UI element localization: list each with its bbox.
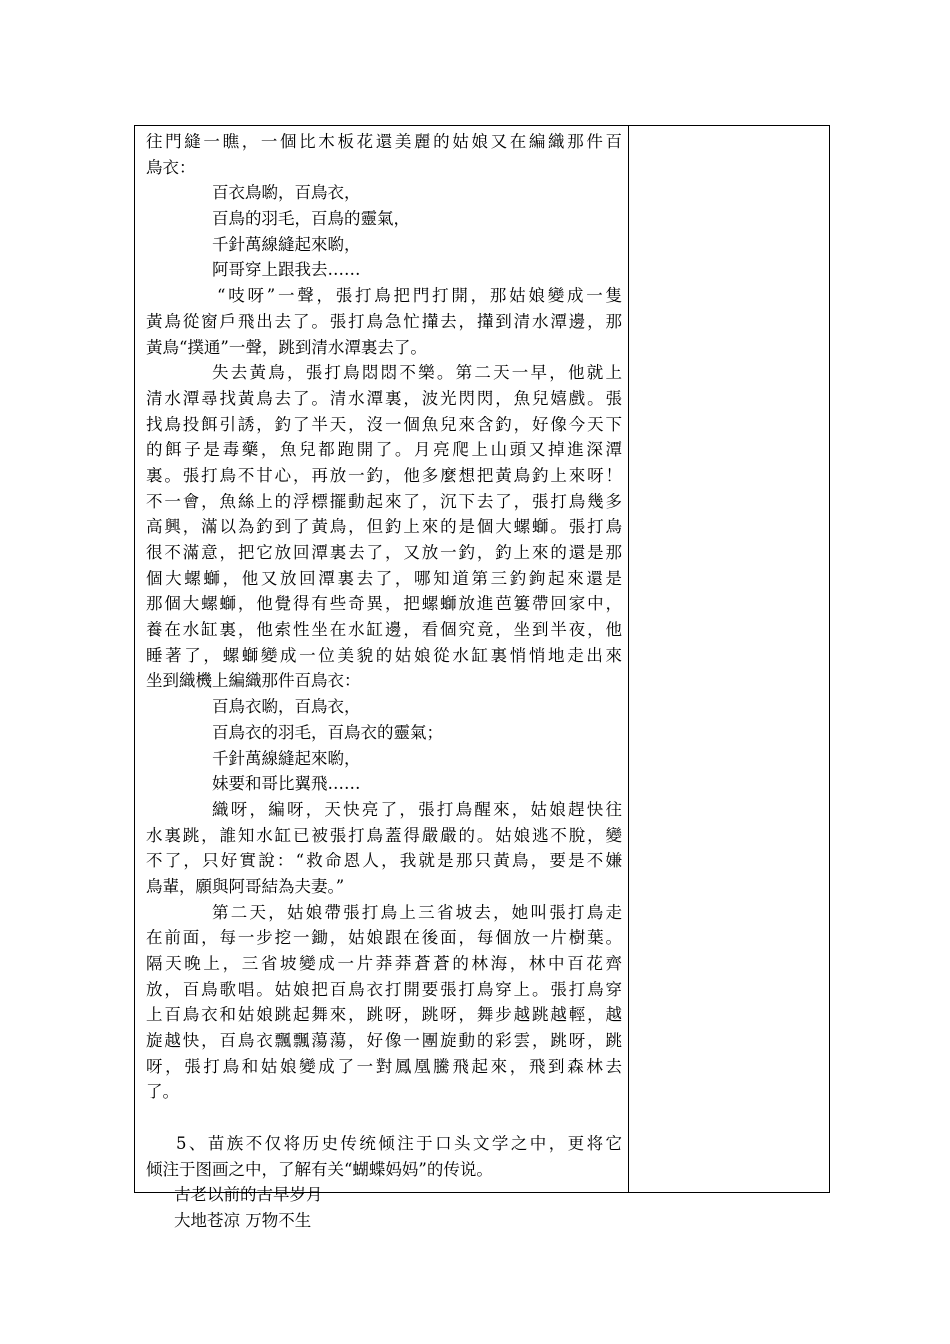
text-line: 了。 (146, 1082, 179, 1102)
verse-line: 阿哥穿上跟我去…… (212, 260, 361, 280)
blank-line (146, 1105, 622, 1131)
text-line: 水裏跳，誰知水缸已被張打鳥蓋得嚴嚴的。姑娘逃不脫，變 (146, 825, 622, 845)
text-line: 往門縫一瞧，一個比木板花還美麗的姑娘又在編織那件百 (146, 132, 622, 151)
content-cell (135, 126, 629, 1230)
text-line: 找鳥投餌引誘，釣了半天，沒一個魚兒來含釣，好像今天下 (146, 414, 622, 434)
verse-line: 千針萬線縫起來喲， (212, 748, 361, 768)
text-line: 黃鳥從窗戶飛出去了。張打鳥急忙攆去，攆到清水潭邊，那 (146, 311, 622, 331)
section-5-verse: 古老以前的古早岁月 (174, 1185, 323, 1205)
paragraph-start-line: 第二天，姑娘帶張打鳥上三省坡去，她叫張打鳥走 (212, 902, 622, 922)
paragraph-start-line: 失去黃鳥，張打鳥悶悶不樂。第二天一早，他就上 (212, 363, 622, 383)
text-line: 不一會，魚絲上的浮標擺動起來了，沉下去了，張打鳥幾多 (146, 491, 622, 511)
text-line: 鳥衣： (146, 157, 196, 177)
text-line: 上百鳥衣和姑娘跳起舞來，跳呀，跳呀，舞步越跳越輕，越 (146, 1005, 622, 1025)
text-line: 那個大螺螄，他覺得有些奇異，把螺螄放進芭簍帶回家中， (146, 594, 622, 614)
text-line: 養在水缸裏，他索性坐在水缸邊，看個究竟，坐到半夜，他 (146, 620, 622, 640)
text-line: 在前面，每一步挖一鋤，姑娘跟在後面，每個放一片樹葉。 (146, 928, 622, 948)
text-line: 個大螺螄，他又放回潭裏去了，哪知道第三釣鉤起來還是 (146, 568, 622, 588)
verse-line: 百鳥衣的羽毛，百鳥衣的靈氣； (212, 722, 443, 742)
text-line: 鳥輩，願與阿哥結為夫妻。” (146, 876, 345, 896)
text-line: 隔天晚上，三省坡變成一片莽莽蒼蒼的林海，林中百花齊 (146, 954, 622, 973)
section-5-heading: 5、苗族不仅将历史传统倾注于口头文学之中，更将它 (176, 1133, 622, 1153)
text-line: 高興，滿以為釣到了黃鳥，但釣上來的是個大螺螄。張打鳥 (146, 517, 622, 537)
text-line: 放，百鳥歌唱。姑娘把百鳥衣打開要張打鳥穿上。張打鳥穿 (146, 979, 622, 999)
notes-cell (629, 126, 829, 1192)
text-line: 呀，張打鳥和姑娘變成了一對鳳凰騰飛起來，飛到森林去 (146, 1056, 622, 1076)
verse-line: 妹要和哥比翼飛…… (212, 774, 361, 794)
text-line: 很不滿意，把它放回潭裏去了，又放一釣，釣上來的還是那 (146, 543, 622, 562)
text-line: 旋越快，百鳥衣飄飄蕩蕩，好像一團旋動的彩雲，跳呀，跳 (146, 1031, 622, 1051)
verse-line: 百衣鳥喲，百鳥衣， (212, 183, 361, 203)
paragraph-start-line: “吱呀”一聲，張打鳥把門打開，那姑娘變成一隻 (217, 286, 622, 306)
verse-line: 百鳥衣喲，百鳥衣， (212, 697, 361, 717)
paragraph-start-line: 織呀，編呀，天快亮了，張打鳥醒來，姑娘趕快往 (212, 799, 622, 819)
text-line: 黃鳥“撲通”一聲，跳到清水潭裏去了。 (146, 337, 427, 357)
text-line: 裏。張打鳥不甘心，再放一釣，他多麼想把黃鳥釣上來呀！ (146, 465, 622, 485)
verse-line: 千針萬線縫起來喲， (212, 234, 361, 254)
section-5-verse: 大地苍凉 万物不生 (174, 1210, 312, 1230)
text-line: 不了，只好實說：“救命恩人，我就是那只黃鳥，要是不嫌 (146, 851, 622, 871)
text-line: 清水潭尋找黃鳥去了。清水潭裏，波光閃閃，魚兒嬉戲。張 (146, 388, 622, 408)
document-table (134, 125, 830, 1230)
text-line: 坐到織機上編織那件百鳥衣： (146, 671, 361, 691)
story-text (146, 129, 622, 1234)
section-5-text: 倾注于图画之中，了解有关“蝴蝶妈妈”的传说。 (146, 1159, 493, 1179)
text-line: 的餌子是毒藥，魚兒都跑開了。月亮爬上山頭又掉進深潭 (146, 440, 622, 460)
verse-line: 百鳥的羽毛，百鳥的靈氣， (212, 209, 410, 229)
text-line: 睡著了，螺螄變成一位美貌的姑娘從水缸裏悄悄地走出來 (146, 645, 622, 665)
